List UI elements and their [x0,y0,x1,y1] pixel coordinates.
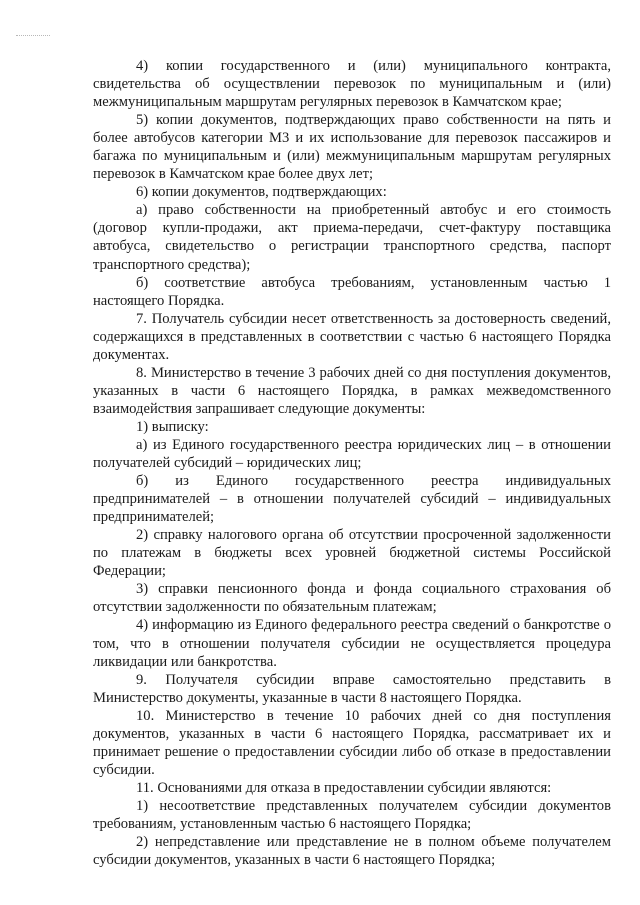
paragraph: 7. Получатель субсидии несет ответственность за достоверность сведений, содержащихся в представленных в соответствии с частью 6 настоящего Порядка документах. [93,310,611,363]
paragraph: б) из Единого государственного реестра индивидуальных предпринимателей – в отношении получателей субсидий – индивидуальных предпринимателей; [93,473,611,526]
document-body [93,57,611,869]
paragraph: 2) справку налогового органа об отсутствии просроченной задолженности по платежам в бюджеты всех уровней бюджетной системы Российской Федерации; [93,527,611,580]
paragraph: 6) копии документов, подтверждающих: [136,184,387,201]
paragraph: а) право собственности на приобретенный автобус и его стоимость (договор купли-продажи, акт приема-передачи, счет-фактуру поставщика автобуса, свидетельство о регистрации транспортного средства, паспорт транспортного средства); [93,202,611,273]
paragraph: 1) несоответствие представленных получателем субсидии документов требованиям, установленным частью 6 настоящего Порядка; [93,797,611,832]
paragraph: 8. Министерство в течение 3 рабочих дней со дня поступления документов, указанных в части 6 настоящего Порядка, в рамках межведомственного взаимодействия запрашивает следующие документы: [93,364,611,417]
paragraph: 4) информацию из Единого федерального реестра сведений о банкротстве о том, что в отношении получателя субсидии не осуществляется процедура ликвидации или банкротства. [93,617,611,670]
paragraph: б) соответствие автобуса требованиям, установленным частью 1 настоящего Порядка. [93,274,611,309]
paragraph: 11. Основаниями для отказа в предоставлении субсидии являются: [136,779,552,796]
paragraph: 9. Получателя субсидии вправе самостоятельно представить в Министерство документы, указанные в части 8 настоящего Порядка. [93,671,611,706]
scan-corner-mark [16,35,50,38]
paragraph: 2) непредставление или представление не в полном объеме получателем субсидии документов, указанных в части 6 настоящего Порядка; [93,834,611,869]
paragraph: 4) копии государственного и (или) муниципального контракта, свидетельства об осуществлении перевозок по муниципальным и (или) межмуниципальным маршрутам регулярных перевозок в Камчатском крае; [93,58,611,111]
paragraph: 1) выписку: [136,418,209,435]
paragraph: 5) копии документов, подтверждающих право собственности на пять и более автобусов категории М3 и их использование для перевозок пассажиров и багажа по муниципальным и (или) межмуниципальным маршрутам регулярных перевозок в Камчатском крае более двух лет; [93,112,611,183]
paragraph: 10. Министерство в течение 10 рабочих дней со дня поступления документов, указанных в части 6 настоящего Порядка, рассматривает их и принимает решение о предоставлении субсидии либо об отказе в предоставлении субсидии. [93,707,611,778]
paragraph: 3) справки пенсионного фонда и фонда социального страхования об отсутствии задолженности по обязательным платежам; [93,581,611,616]
paragraph: а) из Единого государственного реестра юридических лиц – в отношении получателей субсидий – юридических лиц; [93,436,611,472]
